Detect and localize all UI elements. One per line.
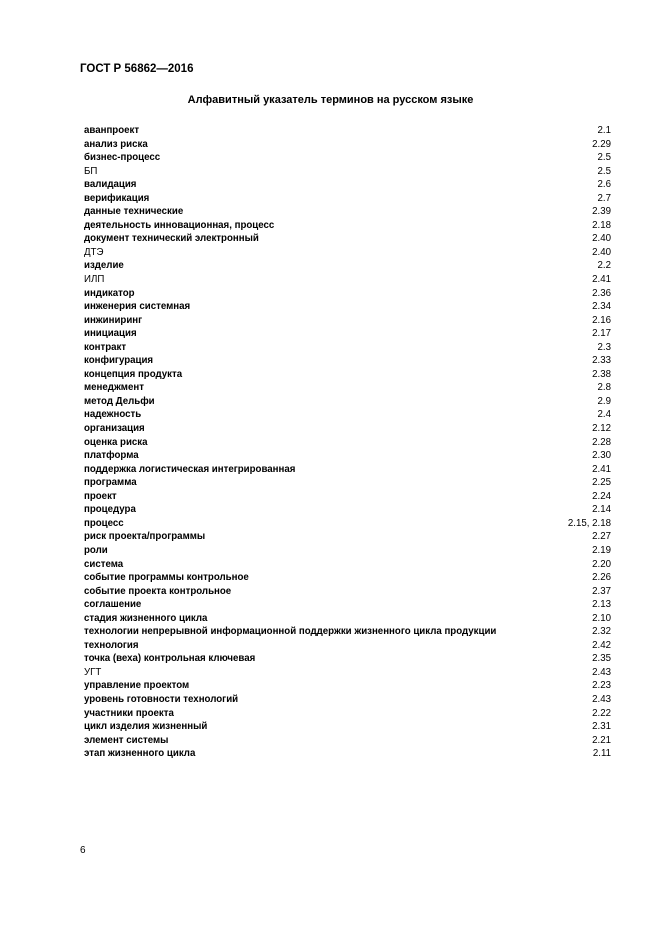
index-term: инженерия системная: [84, 301, 191, 313]
index-term: ИЛП: [84, 274, 105, 286]
index-reference: 2.17: [592, 328, 611, 340]
index-reference: 2.5: [597, 152, 611, 164]
index-entry: [84, 314, 611, 328]
index-entry: [84, 368, 611, 382]
index-reference: 2.1: [597, 125, 611, 136]
index-term: программа: [84, 477, 137, 489]
index-term: валидация: [84, 179, 137, 191]
index-reference: 2.5: [597, 165, 611, 177]
index-term: процесс: [84, 517, 124, 529]
index-term: метод Дельфи: [84, 395, 155, 407]
index-entry: [84, 666, 611, 680]
index-entry: [84, 205, 611, 219]
index-reference: 2.14: [592, 504, 611, 516]
index-entry: [84, 639, 611, 653]
index-term: изделие: [84, 260, 124, 272]
index-term: событие проекта контрольное: [84, 585, 232, 597]
index-term: соглашение: [84, 599, 142, 611]
index-reference: 2.12: [592, 423, 611, 435]
index-reference: 2.36: [592, 287, 611, 299]
index-reference: 2.41: [592, 274, 611, 286]
index-reference: 2.37: [592, 585, 611, 597]
index-term: надежность: [84, 409, 142, 421]
index-term: бизнес-процесс: [84, 152, 161, 164]
index-reference: 2.21: [592, 734, 611, 746]
index-reference: 2.42: [592, 639, 611, 651]
page-number: 6: [80, 845, 86, 856]
index-term: элемент системы: [84, 734, 169, 746]
index-entry: [84, 720, 611, 734]
index-entry: [84, 449, 611, 463]
index-term: УГТ: [84, 666, 102, 678]
index-reference: 2.41: [592, 463, 611, 475]
index-reference: 2.9: [597, 395, 611, 407]
index-reference: 2.2: [597, 260, 611, 272]
index-entry: [84, 178, 611, 192]
index-entry: [84, 232, 611, 246]
index-reference: 2.10: [592, 612, 611, 624]
index-term: процедура: [84, 504, 136, 516]
index-reference: 2.39: [592, 206, 611, 218]
index-entry: [84, 395, 611, 409]
index-reference: 2.40: [592, 246, 611, 258]
index-term: деятельность инновационная, процесс: [84, 219, 275, 231]
index-term: оценка риска: [84, 436, 148, 448]
index-term: поддержка логистическая интегрированная: [84, 463, 296, 475]
index-term: участники проекта: [84, 707, 174, 719]
index-reference: 2.6: [597, 179, 611, 191]
index-term: система: [84, 558, 124, 570]
index-reference: 2.40: [592, 233, 611, 245]
index-entry: [84, 259, 611, 273]
index-reference: 2.28: [592, 436, 611, 448]
index-entry: [84, 707, 611, 721]
index-entry: [84, 503, 611, 517]
index-entry: [84, 327, 611, 341]
index-reference: 2.4: [597, 409, 611, 421]
index-term: цикл изделия жизненный: [84, 721, 208, 733]
index-reference: 2.30: [592, 450, 611, 462]
index-entry: [84, 246, 611, 260]
index-term: управление проектом: [84, 680, 190, 692]
index-entry: [84, 747, 611, 761]
index-term: БП: [84, 165, 98, 177]
index-entry: [84, 138, 611, 152]
index-reference: 2.22: [592, 707, 611, 719]
index-entry: [84, 612, 611, 626]
index-reference: 2.31: [592, 721, 611, 733]
index-entry: [84, 354, 611, 368]
index-reference: 2.8: [597, 382, 611, 394]
index-title: Алфавитный указатель терминов на русском языке: [187, 94, 474, 106]
index-term: событие программы контрольное: [84, 572, 249, 584]
index-term: документ технический электронный: [84, 233, 259, 245]
index-term: уровень готовности технологий: [84, 693, 239, 705]
index-term: данные технические: [84, 206, 184, 218]
index-entry: [84, 165, 611, 179]
index-reference: 2.35: [592, 653, 611, 665]
index-term: точка (веха) контрольная ключевая: [84, 653, 256, 665]
index-term: роли: [84, 544, 108, 556]
index-reference: 2.24: [592, 490, 611, 502]
index-reference: 2.32: [592, 626, 611, 638]
index-term: конфигурация: [84, 355, 154, 367]
index-entry: [84, 476, 611, 490]
index-term: инжиниринг: [84, 314, 143, 326]
index-reference: 2.7: [597, 192, 611, 204]
index-reference: 2.33: [592, 355, 611, 367]
index-entry: [84, 300, 611, 314]
index-entry: [84, 530, 611, 544]
index-term: концепция продукта: [84, 368, 183, 380]
standard-header: ГОСТ Р 56862—2016: [80, 63, 194, 75]
index-term: ДТЭ: [84, 246, 104, 258]
index-term: инициация: [84, 328, 137, 340]
index-reference: 2.23: [592, 680, 611, 692]
index-term: платформа: [84, 450, 139, 462]
index-entry: [84, 273, 611, 287]
index-term: стадия жизненного цикла: [84, 612, 208, 624]
index-reference: 2.18: [592, 219, 611, 231]
index-term: технология: [84, 639, 139, 651]
index-term: контракт: [84, 341, 127, 353]
index-term: анализ риска: [84, 138, 148, 150]
index-term: верификация: [84, 192, 150, 204]
index-entry: [84, 734, 611, 748]
index-entry: [84, 585, 611, 599]
index-term: организация: [84, 423, 145, 435]
index-entry: [84, 693, 611, 707]
index-entry: [84, 436, 611, 450]
index-entry: [84, 625, 611, 639]
index-term: индикатор: [84, 287, 135, 299]
index-entry: [84, 517, 611, 531]
index-reference: 2.43: [592, 666, 611, 678]
index-term: технологии непрерывной информационной поддержки жизненного цикла продукции: [84, 626, 497, 638]
index-entry: [84, 422, 611, 436]
index-reference: 2.15, 2.18: [567, 517, 611, 529]
index-reference: 2.34: [592, 301, 611, 313]
index-reference: 2.3: [597, 341, 611, 353]
index-reference: 2.29: [592, 138, 611, 150]
index-entry: [84, 598, 611, 612]
index-reference: 2.20: [592, 558, 611, 570]
index-term: аванпроект: [84, 125, 140, 136]
index-entry: [84, 287, 611, 301]
index-term: риск проекта/программы: [84, 531, 206, 543]
index-term: этап жизненного цикла: [84, 748, 196, 760]
index-entry: [84, 341, 611, 355]
index-reference: 2.43: [592, 693, 611, 705]
index-entry: [84, 571, 611, 585]
index-entry: [84, 408, 611, 422]
index-reference: 2.38: [592, 368, 611, 380]
index-reference: 2.25: [592, 477, 611, 489]
index-entry: [84, 679, 611, 693]
index-term: менеджмент: [84, 382, 144, 394]
index-reference: 2.26: [592, 572, 611, 584]
index-entry: [84, 544, 611, 558]
term-index-list: [84, 124, 611, 761]
index-entry: [84, 652, 611, 666]
index-entry: [84, 463, 611, 477]
index-entry: [84, 219, 611, 233]
index-reference: 2.27: [592, 531, 611, 543]
index-reference: 2.11: [592, 748, 611, 760]
index-reference: 2.16: [592, 314, 611, 326]
index-term: проект: [84, 490, 117, 502]
index-entry: [84, 124, 611, 138]
index-entry: [84, 490, 611, 504]
index-reference: 2.19: [592, 544, 611, 556]
index-reference: 2.13: [592, 599, 611, 611]
index-entry: [84, 558, 611, 572]
index-entry: [84, 151, 611, 165]
index-entry: [84, 381, 611, 395]
index-entry: [84, 192, 611, 206]
